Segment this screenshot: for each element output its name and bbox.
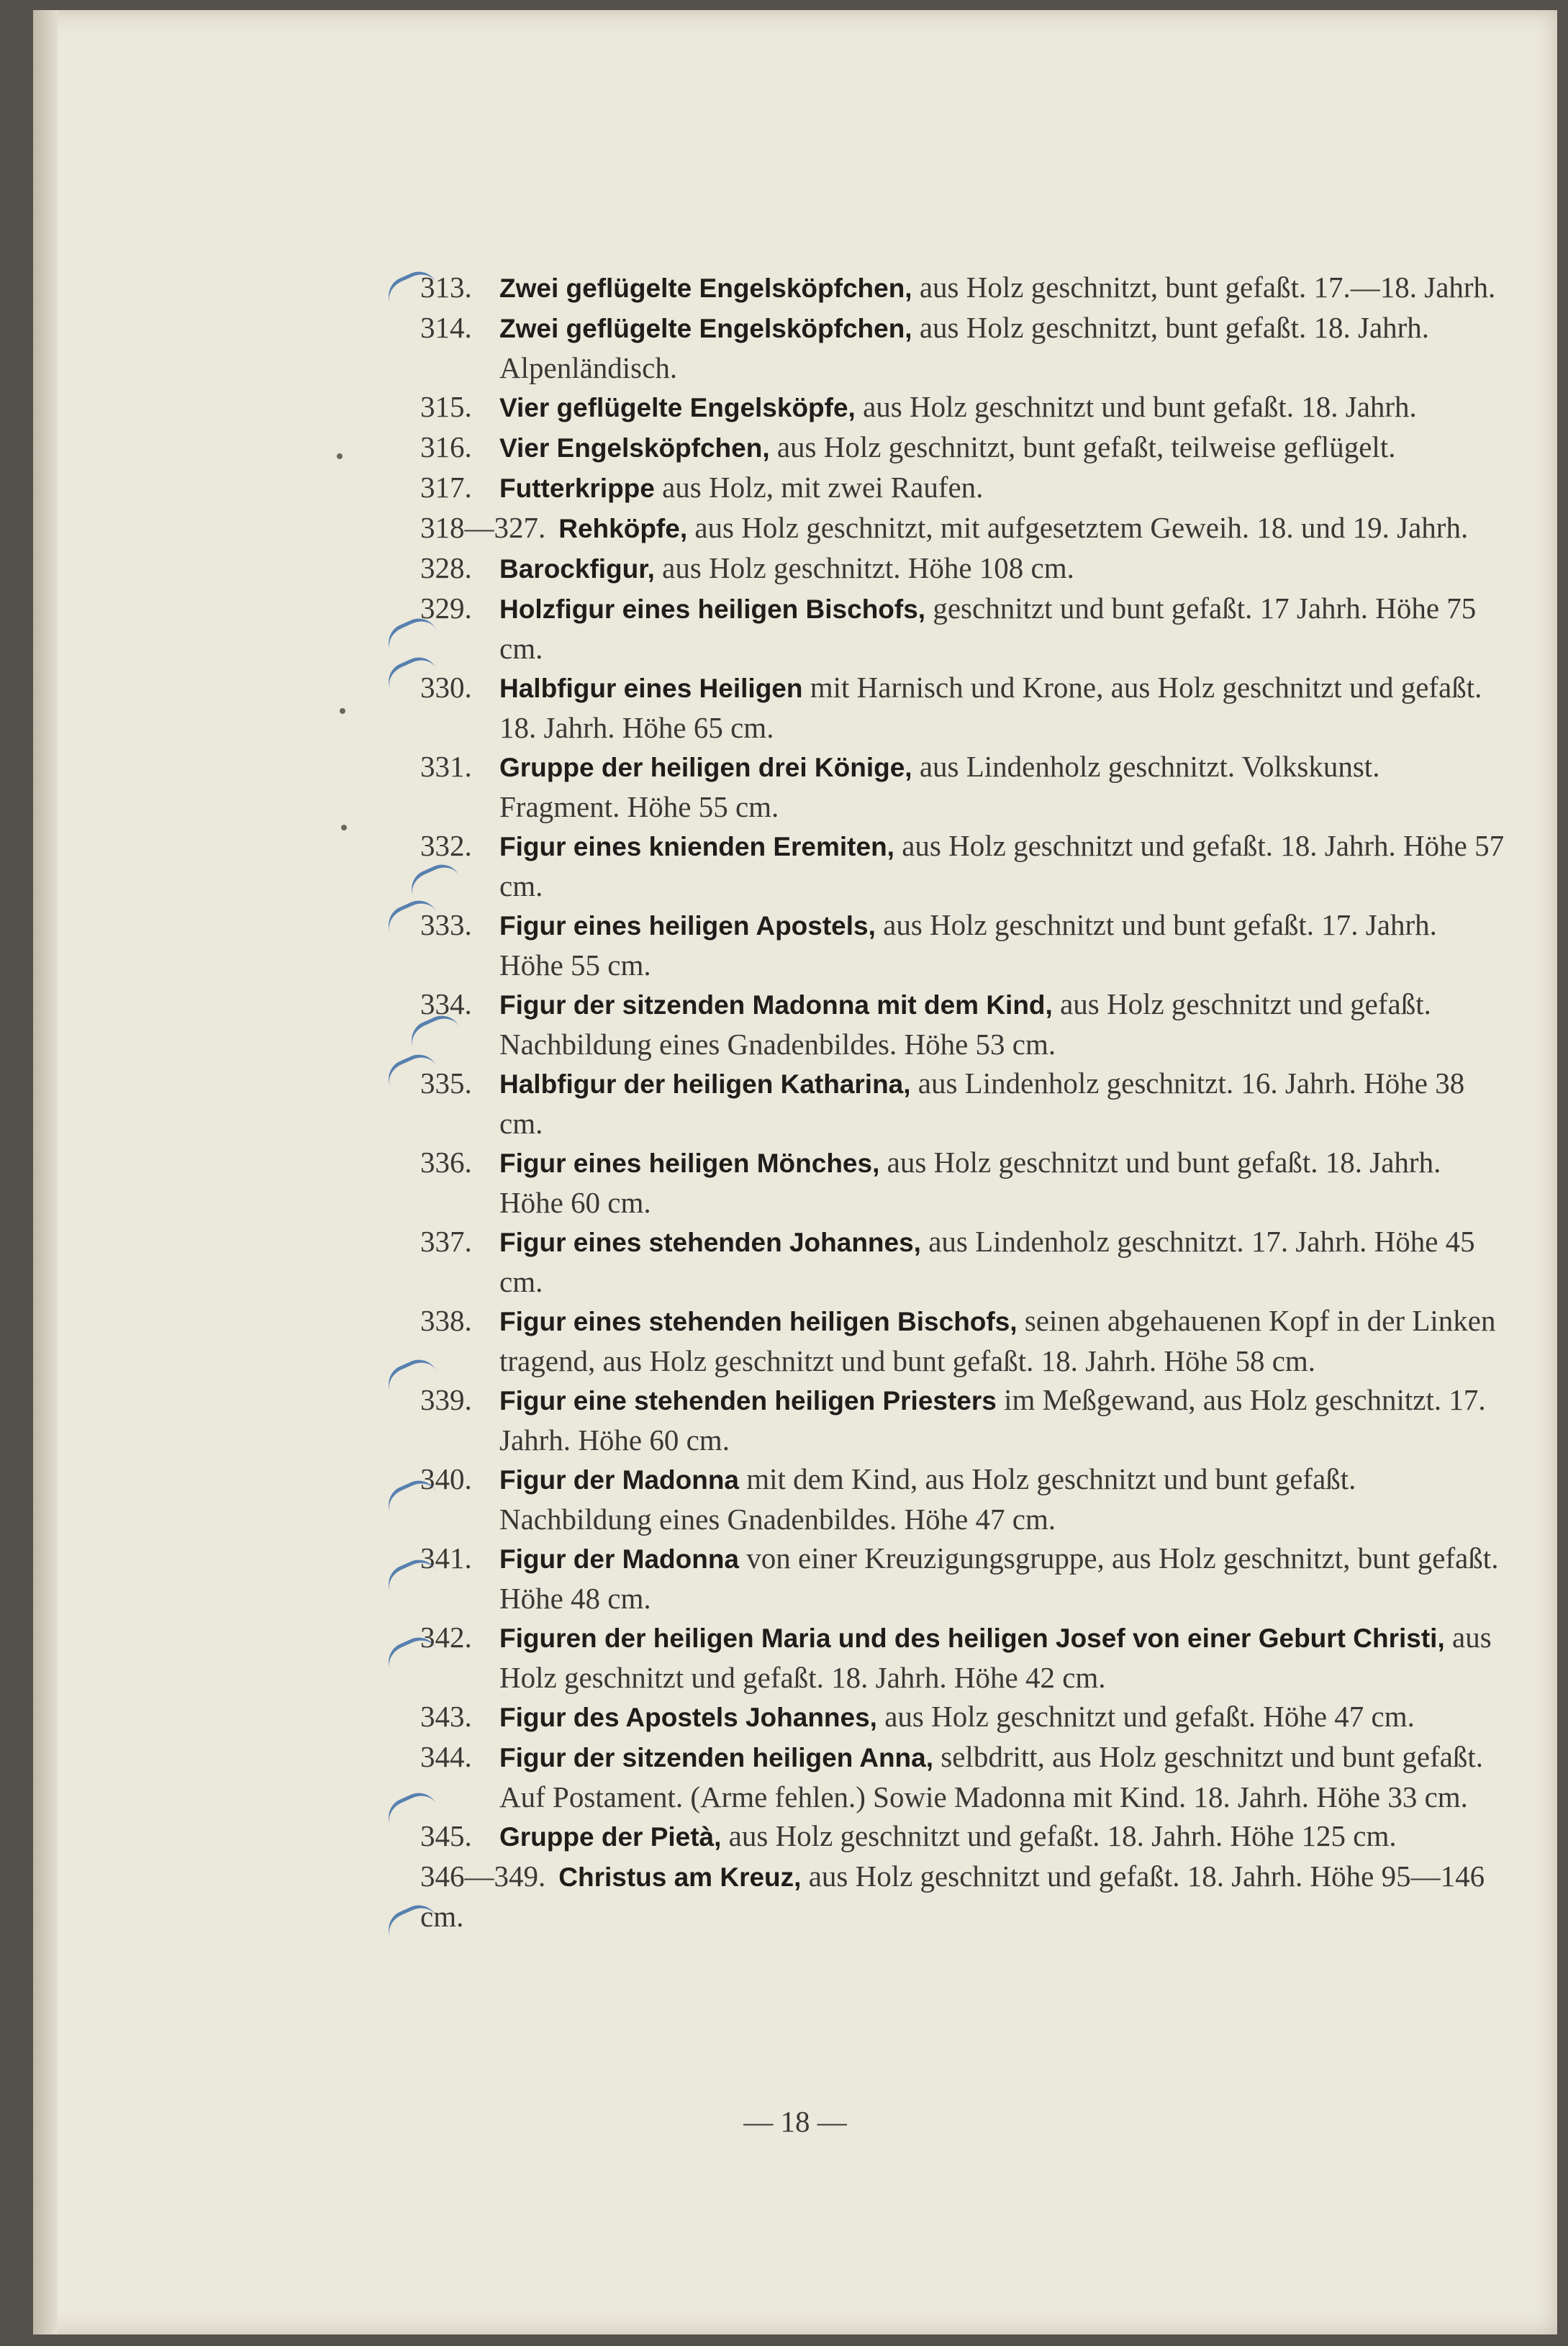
entry-title: Figuren der heiligen Maria und des heiligen Josef von einer Geburt Christi, [499, 1623, 1445, 1653]
entry-number: 338. [420, 1304, 472, 1337]
entry-description: aus Holz geschnitzt und gefaßt. Nachbildung eines Gnadenbildes. Höhe 53 cm. [499, 987, 1431, 1061]
catalog-entry [420, 668, 1507, 747]
entry-description: aus Holz geschnitzt und gefaßt. Höhe 47 cm. [876, 1700, 1415, 1733]
entry-title: Figur eines heiligen Apostels, [499, 911, 876, 941]
entry-title: Figur eine stehenden heiligen Priesters [499, 1386, 997, 1416]
entry-description: aus Holz geschnitzt, bunt gefaßt. 18. Jahrh. Alpenländisch. [499, 311, 1430, 384]
catalog-entry [420, 1539, 1507, 1618]
entry-title: Figur der Madonna [499, 1544, 739, 1574]
entry-description: aus Holz geschnitzt und gefaßt. 18. Jahrh. Höhe 125 cm. [721, 1819, 1397, 1852]
catalog-entry [420, 1301, 1507, 1380]
entry-description: aus Holz geschnitzt und bunt gefaßt. 18. Jahrh. Höhe 60 cm. [499, 1146, 1441, 1219]
catalog-entry [420, 1857, 1507, 1936]
catalog-page [33, 10, 1557, 2334]
entry-number: 317. [420, 471, 472, 504]
entry-title: Figur eines stehenden heiligen Bischofs, [499, 1307, 1018, 1336]
entry-number: 314. [420, 311, 472, 344]
entry-number: 313. [420, 271, 472, 304]
entry-title: Figur der sitzenden heiligen Anna, [499, 1743, 934, 1772]
catalog-entry [420, 905, 1507, 984]
entry-number: 336. [420, 1146, 472, 1179]
entry-description: mit dem Kind, aus Holz geschnitzt und bunt gefaßt. Nachbildung eines Gnadenbildes. Höhe 47 cm. [499, 1462, 1356, 1536]
catalog-entry [420, 387, 1507, 427]
entry-description: mit Harnisch und Krone, aus Holz geschnitzt und gefaßt. 18. Jahrh. Höhe 65 cm. [499, 671, 1482, 744]
entry-number: 315. [420, 390, 472, 423]
catalog-entry [420, 1737, 1507, 1816]
entry-title: Halbfigur eines Heiligen [499, 674, 803, 703]
entry-number: 329. [420, 592, 472, 625]
entry-description: selbdritt, aus Holz geschnitzt und bunt gefaßt. Auf Postament. (Arme fehlen.) Sowie Madonna mit Kind. 18. Jahrh. Höhe 33 cm. [499, 1740, 1484, 1813]
entry-description: aus Holz geschnitzt und bunt gefaßt. 18. Jahrh. [855, 390, 1417, 423]
entry-description: seinen abgehauenen Kopf in der Linken tragend, aus Holz geschnitzt und bunt gefaßt. 18. Jahrh. Höhe 58 cm. [499, 1304, 1496, 1377]
entry-description: von einer Kreuzigungsgruppe, aus Holz geschnitzt, bunt gefaßt. Höhe 48 cm. [499, 1541, 1499, 1615]
entry-description: aus Lindenholz geschnitzt. 16. Jahrh. Höhe 38 cm. [499, 1066, 1465, 1140]
entry-description: aus Holz geschnitzt, bunt gefaßt. 17.—18. Jahrh. [912, 271, 1496, 304]
catalog-entry [420, 984, 1507, 1064]
catalog-entry [420, 1618, 1507, 1697]
entry-title: Gruppe der Pietà, [499, 1822, 722, 1852]
entry-title: Figur der sitzenden Madonna mit dem Kind, [499, 990, 1053, 1020]
entry-description: aus Lindenholz geschnitzt. 17. Jahrh. Höhe 45 cm. [499, 1225, 1475, 1298]
catalog-entry [420, 1380, 1507, 1459]
entry-number: 345. [420, 1819, 472, 1852]
ink-speck [341, 825, 347, 830]
catalog-entry [420, 826, 1507, 905]
entry-number: 346—349. [420, 1860, 546, 1893]
entry-description: aus Holz geschnitzt, bunt gefaßt, teilweise geflügelt. [769, 430, 1396, 463]
entry-description: im Meßgewand, aus Holz geschnitzt. 17. Jahrh. Höhe 60 cm. [499, 1383, 1486, 1457]
entry-title: Figur der Madonna [499, 1465, 739, 1495]
ink-speck [340, 708, 345, 714]
entry-number: 333. [420, 908, 472, 941]
entry-description: aus Holz geschnitzt und bunt gefaßt. 17. Jahrh. Höhe 55 cm. [499, 908, 1437, 982]
entry-title: Vier geflügelte Engelsköpfe, [499, 393, 856, 422]
entry-number: 343. [420, 1700, 472, 1733]
entry-description: geschnitzt und bunt gefaßt. 17 Jahrh. Höhe 75 cm. [499, 592, 1477, 665]
catalog-entry [420, 548, 1507, 589]
catalog-entry [420, 468, 1507, 508]
entry-number: 316. [420, 430, 472, 463]
catalog-entry [420, 1064, 1507, 1143]
entry-title: Figur des Apostels Johannes, [499, 1703, 877, 1732]
entry-description: aus Holz geschnitzt und gefaßt. 18. Jahrh. Höhe 42 cm. [499, 1621, 1492, 1694]
catalog-entry [420, 1816, 1507, 1857]
book-spine-shadow [33, 10, 58, 2334]
catalog-entry [420, 308, 1507, 387]
entry-number: 342. [420, 1621, 472, 1654]
entry-title: Halbfigur der heiligen Katharina, [499, 1069, 911, 1099]
entry-number: 318—327. [420, 511, 546, 544]
entry-title: Figur eines stehenden Johannes, [499, 1228, 921, 1257]
catalog-entry [420, 427, 1507, 468]
entry-title: Barockfigur, [499, 554, 655, 584]
entry-number: 330. [420, 671, 472, 704]
entry-title: Holzfigur eines heiligen Bischofs, [499, 594, 926, 624]
entry-title: Zwei geflügelte Engelsköpfchen, [499, 273, 912, 303]
entry-description: aus Lindenholz geschnitzt. Volkskunst. Fragment. Höhe 55 cm. [499, 750, 1380, 823]
entry-title: Gruppe der heiligen drei Könige, [499, 753, 912, 782]
catalog-entry [420, 589, 1507, 668]
page-number: — 18 — [743, 2105, 847, 2138]
entry-number: 332. [420, 829, 472, 862]
entry-number: 339. [420, 1383, 472, 1416]
catalog-entry [420, 1143, 1507, 1222]
entry-number: 334. [420, 987, 472, 1020]
entry-number: 340. [420, 1462, 472, 1495]
entry-description: aus Holz, mit zwei Raufen. [654, 471, 984, 504]
entry-title: Futterkrippe [499, 474, 655, 503]
entry-description: aus Holz geschnitzt und gefaßt. 18. Jahrh. Höhe 57 cm. [499, 829, 1505, 902]
entry-number: 328. [420, 551, 472, 584]
entry-number: 331. [420, 750, 472, 783]
catalog-entry [420, 747, 1507, 826]
entry-number: 341. [420, 1541, 472, 1575]
entry-number: 335. [420, 1066, 472, 1100]
entry-title: Zwei geflügelte Engelsköpfchen, [499, 314, 912, 343]
catalog-entry [420, 1697, 1507, 1737]
entry-title: Figur eines knienden Eremiten, [499, 832, 894, 861]
entry-number: 337. [420, 1225, 472, 1258]
catalog-entry [420, 1222, 1507, 1301]
entry-description: aus Holz geschnitzt und gefaßt. 18. Jahrh. Höhe 95—146 cm. [420, 1860, 1485, 1933]
entry-title: Christus am Kreuz, [558, 1862, 802, 1892]
catalog-entry [420, 508, 1507, 548]
entry-title: Rehköpfe, [558, 514, 688, 543]
ink-speck [337, 453, 343, 459]
catalog-entries [420, 268, 1507, 1936]
entry-title: Figur eines heiligen Mönches, [499, 1149, 880, 1178]
entry-description: aus Holz geschnitzt, mit aufgesetztem Geweih. 18. und 19. Jahrh. [687, 511, 1469, 544]
catalog-entry [420, 268, 1507, 308]
entry-number: 344. [420, 1740, 472, 1773]
entry-description: aus Holz geschnitzt. Höhe 108 cm. [654, 551, 1074, 584]
catalog-entry [420, 1459, 1507, 1539]
entry-title: Vier Engelsköpfchen, [499, 433, 770, 463]
